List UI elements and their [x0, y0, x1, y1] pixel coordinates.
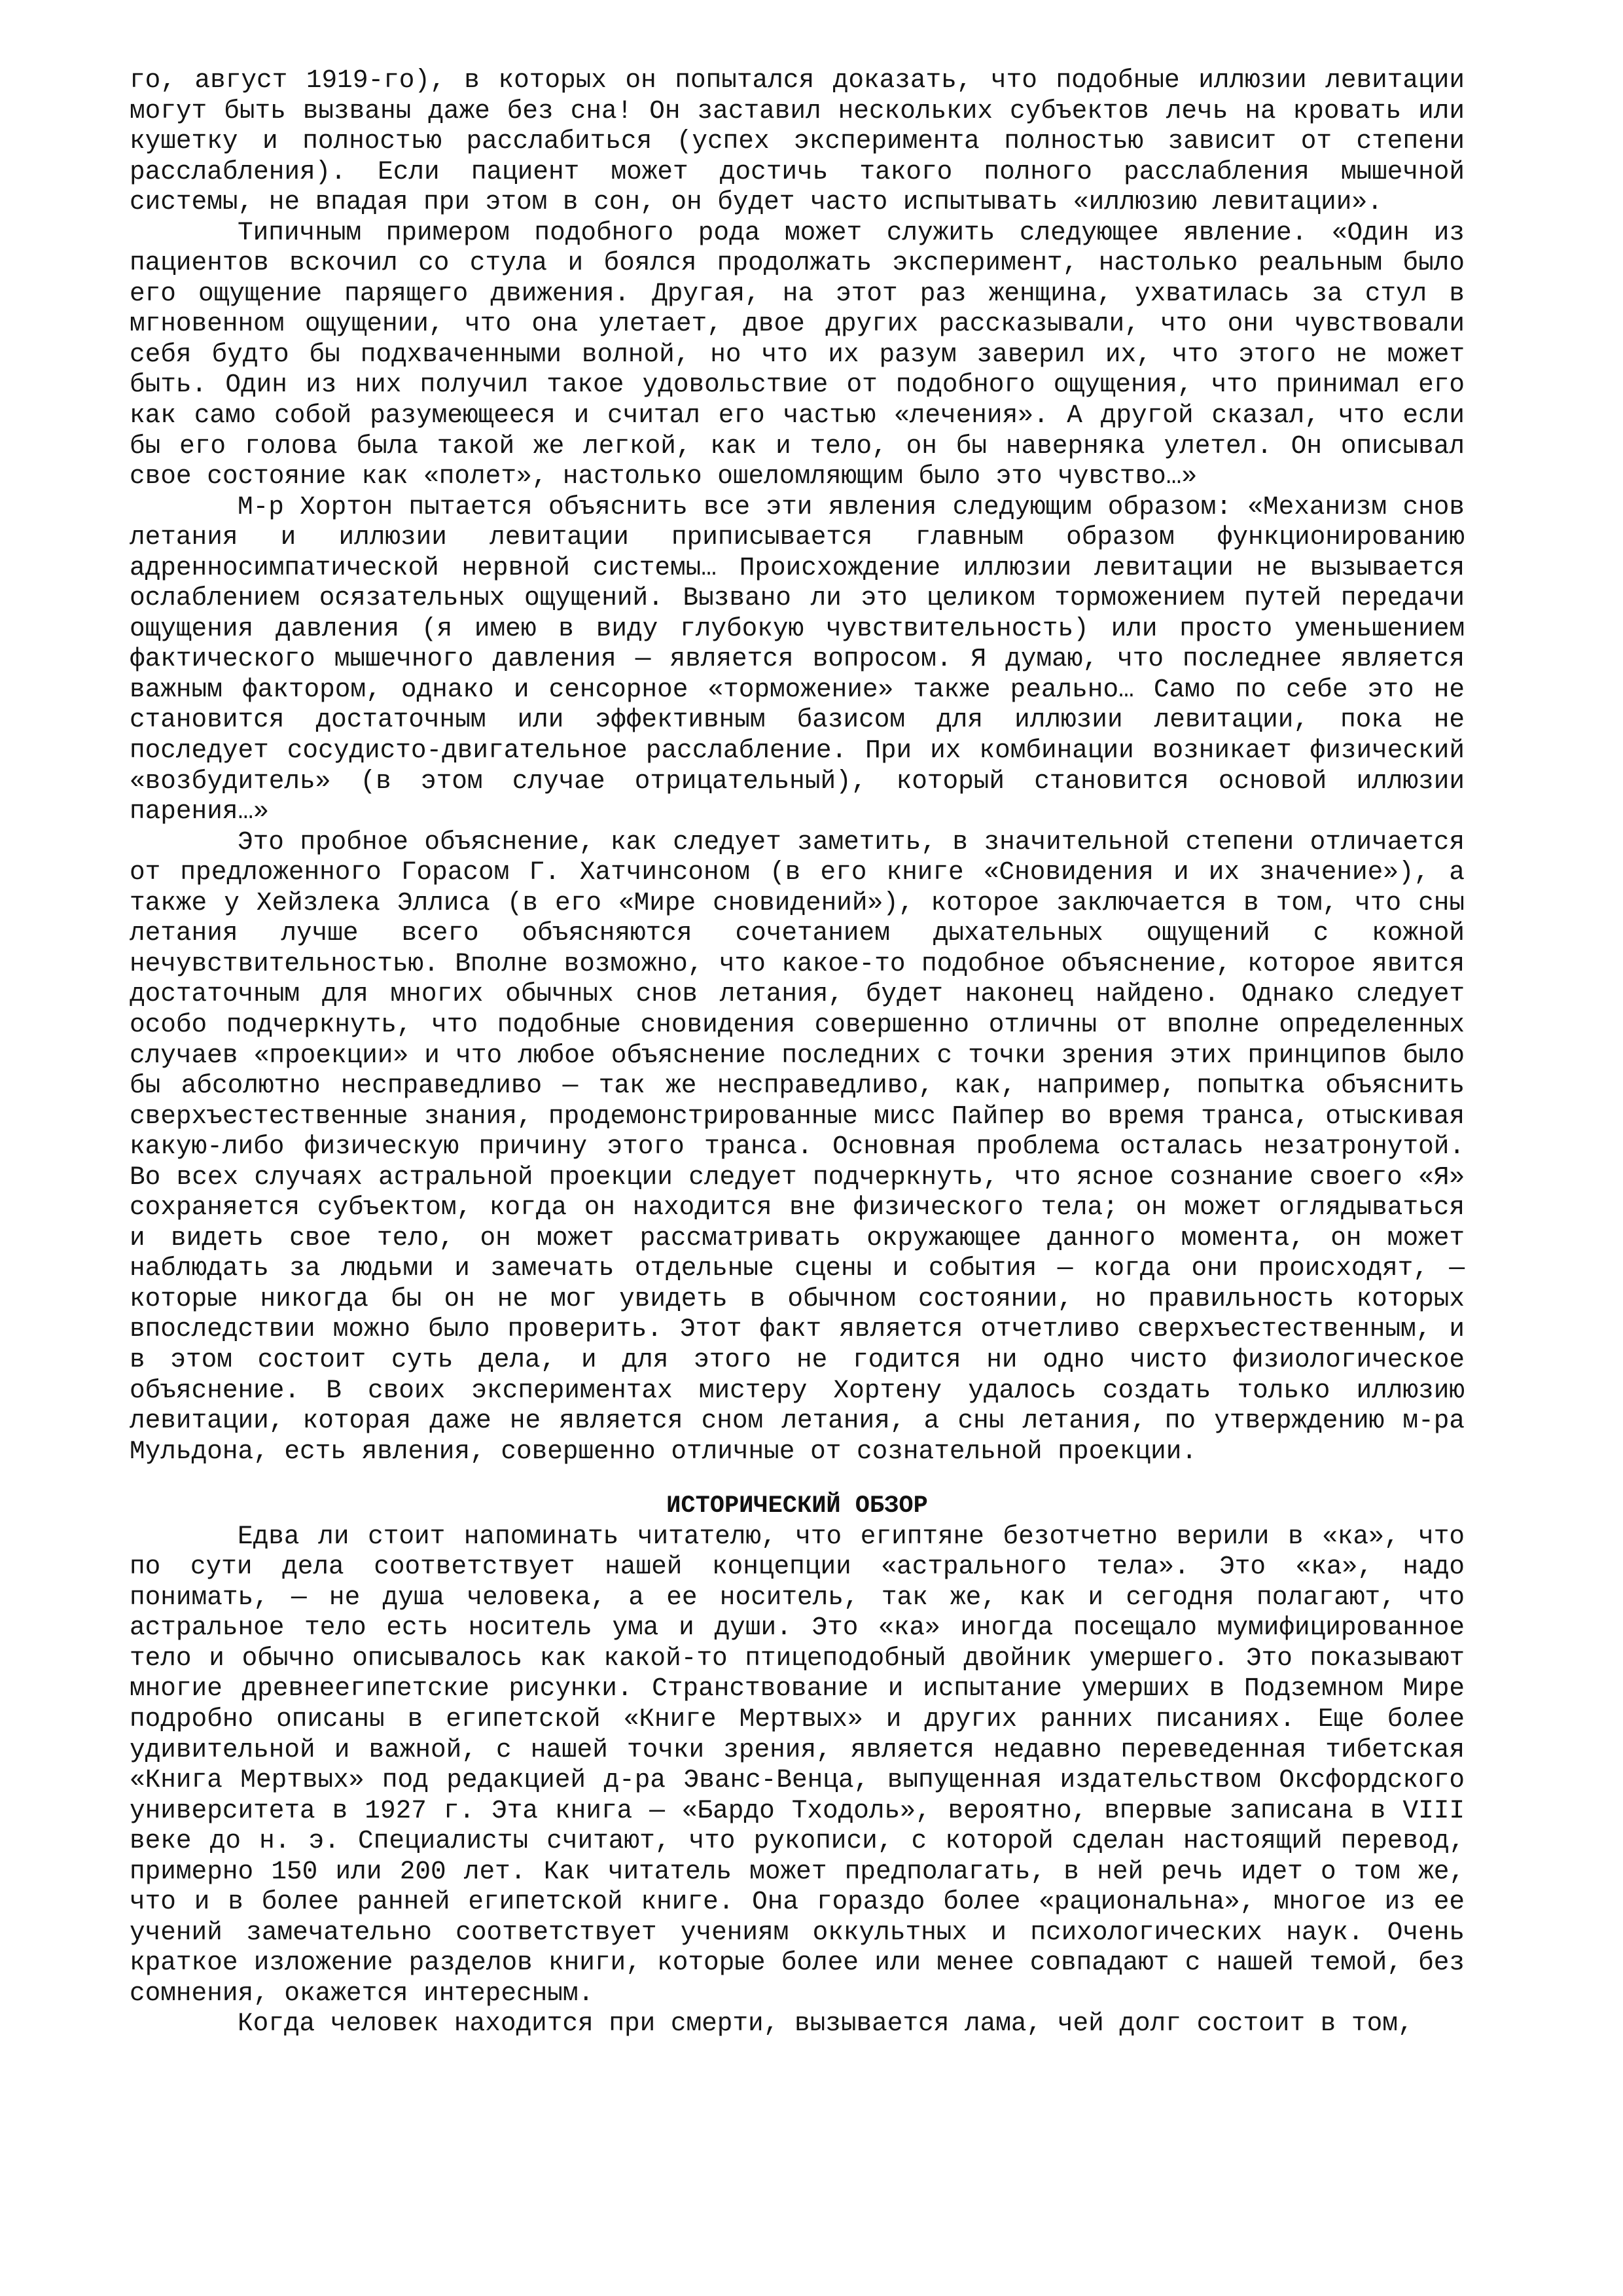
paragraph: го, август 1919-го), в которых он попытался доказать, что подобные иллюзии левитации могут быть вызваны даже без сна! Он заставил нескольких субъектов лечь на кровать или кушетку и полностью расслабиться (успех эксперимента полностью зависит от степени расслабления). Если пациент может достичь такого полного расслабления мышечной системы, не впадая при этом в сон, он будет часто испытывать «иллюзию левитации».: [130, 65, 1465, 217]
paragraph: М-р Хортон пытается объяснить все эти явления следующим образом: «Механизм снов летания и иллюзии левитации приписывается главным образом функционированию адренносимпатической нервной системы… Происхождение иллюзии левитации не вызывается ослаблением осязательных ощущений. Вызвано ли это целиком торможением путей передачи ощущения давления (я имею в виду глубокую чувствительность) или просто уменьшением фактического мышечного давления — является вопросом. Я думаю, что последнее является важным фактором, однако и сенсорное «торможение» также реально… Само по себе это не становится достаточным или эффективным базисом для иллюзии левитации, пока не последует сосудисто-двигательное расслабление. При их комбинации возникает физический «возбудитель» (в этом случае отрицательный), который становится основой иллюзии парения…»: [130, 492, 1465, 827]
paragraph: Едва ли стоит напоминать читателю, что египтяне безотчетно верили в «ка», что по сути дела соответствует нашей концепции «астрального тела». Это «ка», надо понимать, — не душа человека, а ее носитель, так же, как и сегодня полагают, что астральное тело есть носитель ума и души. Это «ка» иногда посещало мумифицированное тело и обычно описывалось как какой-то птицеподобный двойник умершего. Это показывают многие древнеегипетские рисунки. Странствование и испытание умерших в Подземном Мире подробно описаны в египетской «Книге Мертвых» и других ранних писаниях. Еще более удивительной и важной, с нашей точки зрения, является недавно переведенная тибетская «Книга Мертвых» под редакцией д-ра Эванс-Венца, выпущенная издательством Оксфордского университета в 1927 г. Эта книга — «Бардо Тходоль», вероятно, впервые записана в VIII веке до н. э. Специалисты считают, что рукописи, с которой сделан настоящий перевод, примерно 150 или 200 лет. Как читатель может предполагать, в ней речь идет о том же, что и в более ранней египетской книге. Она гораздо более «рациональна», многое из ее учений замечательно соответствует учениям оккультных и психологических наук. Очень краткое изложение разделов книги, которые более или менее совпадают с нашей темой, без сомнения, окажется интересным.: [130, 1521, 1465, 2008]
paragraph-partial: Когда человек находится при смерти, вызывается лама, чей долг состоит в том,: [238, 2009, 1414, 2039]
paragraph: Типичным примером подобного рода может служить следующее явление. «Один из пациентов вскочил со стула и боялся продолжать эксперимент, настолько реальным было его ощущение парящего движения. Другая, на этот раз женщина, ухватилась за стул в мгновенном ощущении, что она улетает, двое других рассказывали, что они чувствовали себя будто бы подхваченными волной, но что их разум заверил их, что этого не может быть. Один из них получил такое удовольствие от подобного ощущения, что принимал его как само собой разумеющееся и считал его частью «лечения». А другой сказал, что если бы его голова была такой же легкой, как и тело, он бы наверняка улетел. Он описывал свое состояние как «полет», настолько ошеломляющим было это чувство…»: [130, 217, 1465, 492]
section-heading: ИСТОРИЧЕСКИЙ ОБЗОР: [666, 1492, 928, 1520]
paragraph: Это пробное объяснение, как следует заметить, в значительной степени отличается от предложенного Горасом Г. Хатчинсоном (в его книге «Сновидения и их значение»), а также у Хейзлека Эллиса (в его «Мире сновидений»), которое заключается в том, что сны летания лучше всего объясняются сочетанием дыхательных ощущений с кожной нечувствительностью. Вполне возможно, что какое-то подобное объяснение, которое явится достаточным для многих обычных снов летания, будет наконец найдено. Однако следует особо подчеркнуть, что подобные сновидения совершенно отличны от вполне определенных случаев «проекции» и что любое объяснение последних с точки зрения этих принципов было бы абсолютно несправедливо — так же несправедливо, как, например, попытка объяснить сверхъестественные знания, продемонстрированные мисс Пайпер во время транса, отыскивая какую-либо физическую причину этого транса. Основная проблема осталась незатронутой. Во всех случаях астральной проекции следует подчеркнуть, что ясное сознание своего «Я» сохраняется субъектом, когда он находится вне физического тела; он может оглядываться и видеть свое тело, он может рассматривать окружающее данного момента, он может наблюдать за людьми и замечать отдельные сцены и события — когда они происходят, — которые никогда бы он не мог увидеть в обычном состоянии, но правильность которых впоследствии можно было проверить. Этот факт является отчетливо сверхъестественным, и в этом состоит суть дела, и для этого не годится ни одно чисто физиологическое объяснение. В своих экспериментах мистеру Хортену удалось создать только иллюзию левитации, которая даже не является сном летания, а сны летания, по утверждению м-ра Мульдона, есть явления, совершенно отличные от сознательной проекции.: [130, 827, 1465, 1466]
document-page: [130, 65, 1465, 2039]
